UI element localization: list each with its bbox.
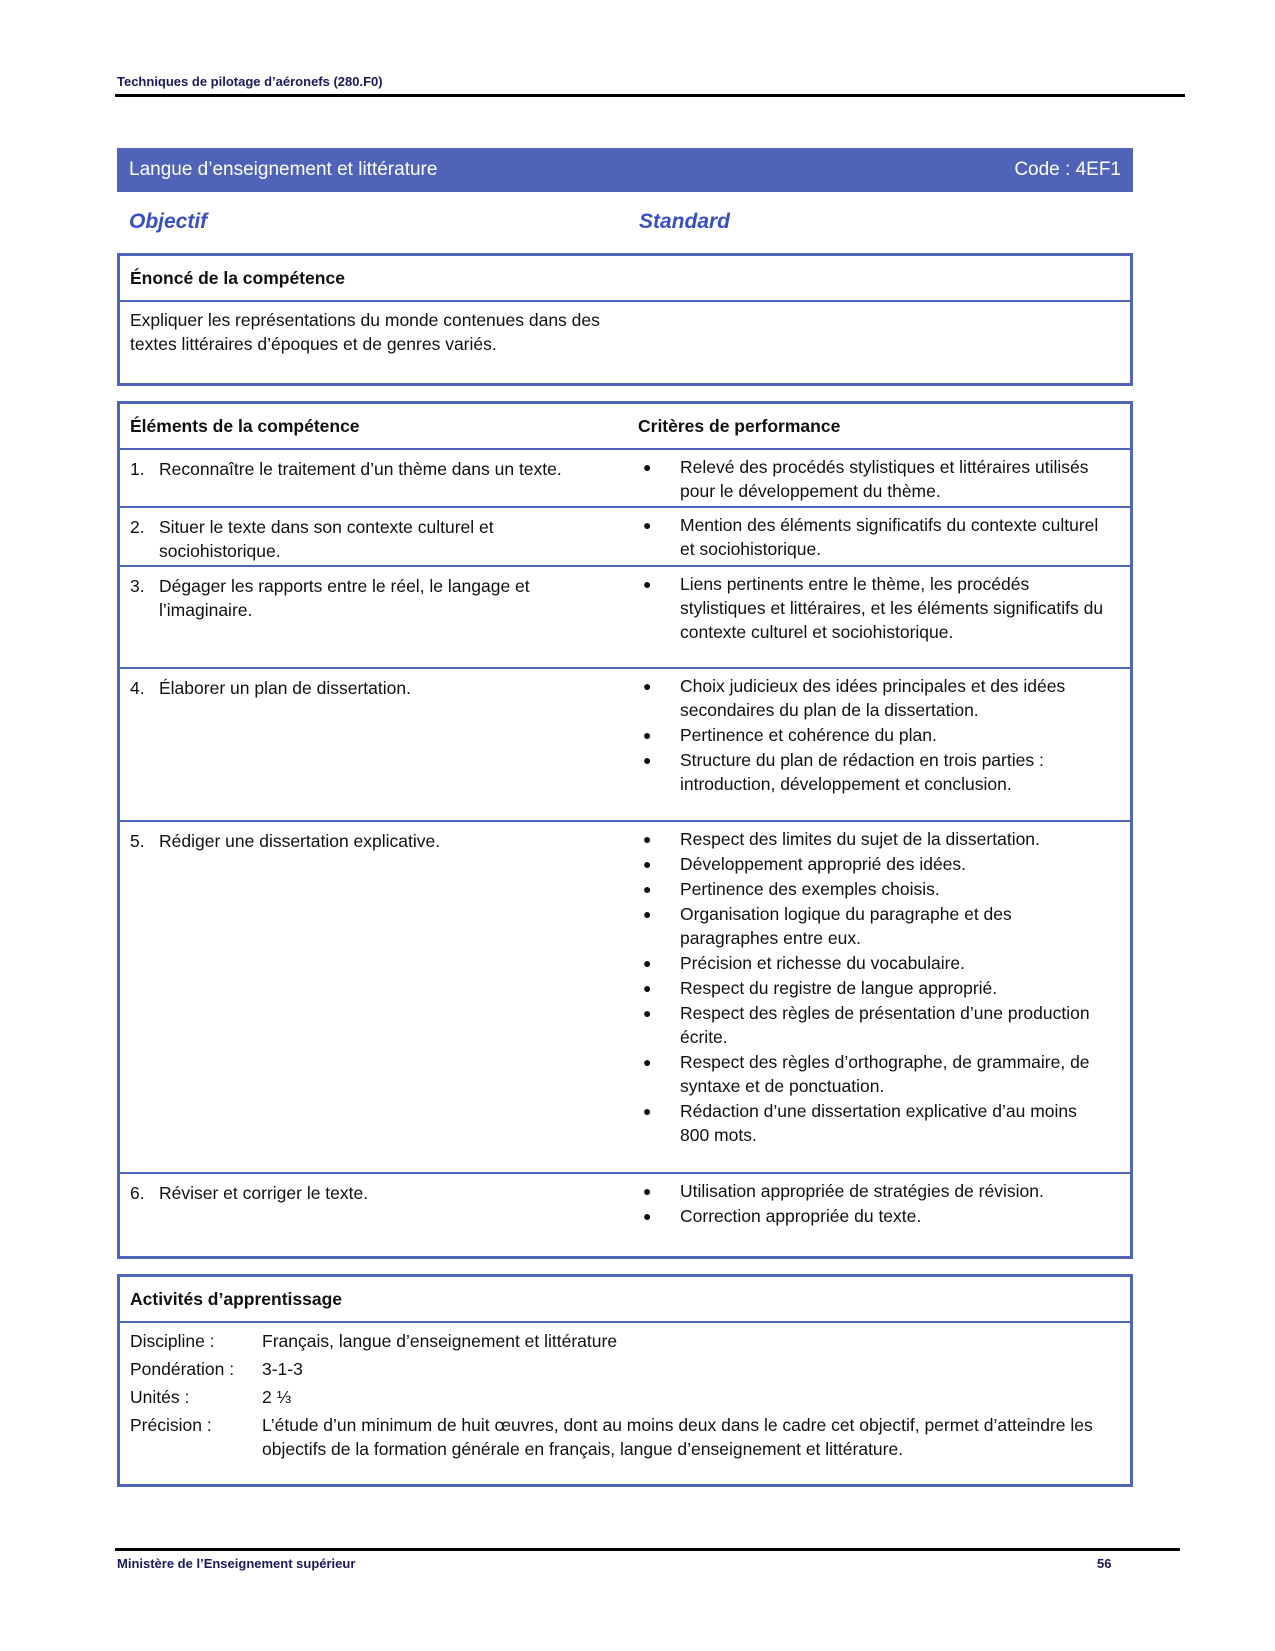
criteres-heading: Critères de performance [638,415,841,436]
elements-header [120,404,1130,450]
criterion-text: Structure du plan de rédaction en trois parties : introduction, développement et conclusion. [680,750,1044,794]
criterion-item [638,1204,1108,1228]
element-label: Rédiger une dissertation explicative. [159,831,441,851]
element-text [130,1181,600,1205]
criterion-text: Rédaction d’une dissertation explicative d’au moins 800 mots. [680,1101,1077,1145]
criterion-text: Pertinence et cohérence du plan. [680,725,937,745]
element-row [120,567,1130,669]
bullet-icon: ● [643,1183,652,1199]
elements-box [117,401,1133,1259]
criterion-item [638,1001,1108,1049]
criterion-text: Organisation logique du paragraphe et des paragraphes entre eux. [680,904,1012,948]
element-label: Dégager les rapports entre le réel, le langage et l’imaginaire. [159,576,530,620]
header-rule [115,94,1185,97]
criteria-list [638,455,1108,504]
element-row [120,669,1130,822]
criterion-item [638,1099,1108,1147]
criteria-list [638,513,1108,562]
element-number: 5. [130,831,145,851]
objectif-heading: Objectif [129,210,208,233]
bullet-icon: ● [643,856,652,872]
element-row [120,822,1130,1174]
criterion-text: Relevé des procédés stylistiques et littéraires utilisés pour le développement du thème. [680,457,1089,501]
bullet-icon: ● [643,576,652,592]
element-text [130,829,600,853]
criterion-text: Respect du registre de langue approprié. [680,978,998,998]
unites-line [130,1385,1120,1409]
criterion-text: Mention des éléments significatifs du contexte culturel et sociohistorique. [680,515,1099,559]
bullet-icon: ● [643,881,652,897]
activites-lines [120,1323,1130,1471]
footer-rule [115,1548,1180,1551]
criterion-text: Respect des limites du sujet de la dissertation. [680,829,1040,849]
criterion-item [638,723,1108,747]
criterion-item [638,902,1108,950]
line-label: Pondération : [130,1359,235,1379]
criterion-text: Respect des règles d’orthographe, de grammaire, de syntaxe et de ponctuation. [680,1052,1090,1096]
line-value: 3-1-3 [262,1359,303,1379]
standard-heading: Standard [639,210,731,233]
criteria-list [638,572,1108,645]
bullet-icon: ● [643,727,652,743]
bullet-icon: ● [643,955,652,971]
criterion-text: Développement approprié des idées. [680,854,967,874]
bullet-icon: ● [643,459,652,475]
criterion-item [638,1050,1108,1098]
bullet-icon: ● [643,1054,652,1070]
page-number: 56 [1097,1556,1112,1571]
criterion-text: Précision et richesse du vocabulaire. [680,953,966,973]
course-title: Langue d’enseignement et littérature [129,159,438,180]
elements-heading: Éléments de la compétence [130,415,360,436]
running-header: Techniques de pilotage d’aéronefs (280.F0) [117,74,383,89]
element-text [130,676,600,700]
criterion-item [638,1179,1108,1203]
footer-ministry: Ministère de l’Enseignement supérieur [117,1556,356,1571]
title-bar [117,148,1133,192]
enonce-box [117,253,1133,386]
bullet-icon: ● [643,1208,652,1224]
element-text [130,574,600,622]
criterion-item [638,877,1108,901]
criterion-item [638,976,1108,1000]
criterion-item [638,951,1108,975]
element-row [120,450,1130,508]
course-code: Code : 4EF1 [1014,159,1121,180]
heading-row [129,210,1129,240]
element-number: 3. [130,576,145,596]
element-row [120,508,1130,567]
criterion-item [638,852,1108,876]
bullet-icon: ● [643,831,652,847]
element-label: Situer le texte dans son contexte culturel et sociohistorique. [159,517,494,561]
line-value: Français, langue d’enseignement et littérature [262,1331,618,1351]
element-number: 1. [130,459,145,479]
enonce-text: Expliquer les représentations du monde contenues dans des textes littéraires d’époques et de genres variés. [130,310,600,354]
criterion-item [638,513,1108,561]
criteria-list [638,827,1108,1148]
element-number: 4. [130,678,145,698]
criteria-list [638,674,1108,797]
bullet-icon: ● [643,678,652,694]
criterion-item [638,827,1108,851]
criterion-text: Liens pertinents entre le thème, les procédés stylistiques et littéraires, et les éléments significatifs du contexte culturel et sociohistorique. [680,574,1104,642]
element-row [120,1174,1130,1258]
criterion-text: Choix judicieux des idées principales et des idées secondaires du plan de la dissertation. [680,676,1066,720]
element-label: Élaborer un plan de dissertation. [159,678,411,698]
line-value: 2 ⅓ [262,1387,292,1407]
element-label: Réviser et corriger le texte. [159,1183,369,1203]
bullet-icon: ● [643,1005,652,1021]
criterion-item [638,674,1108,722]
precision-line [130,1413,1120,1461]
bullet-icon: ● [643,1103,652,1119]
criterion-text: Pertinence des exemples choisis. [680,879,940,899]
line-label: Discipline : [130,1331,215,1351]
line-label: Unités : [130,1387,190,1407]
activites-box [117,1274,1133,1487]
discipline-line [130,1329,1120,1353]
activites-heading: Activités d’apprentissage [120,1277,1130,1323]
bullet-icon: ● [643,752,652,768]
line-label: Précision : [130,1415,212,1435]
element-text [130,515,600,563]
element-text [130,457,600,481]
element-number: 2. [130,517,145,537]
element-label: Reconnaître le traitement d’un thème dans un texte. [159,459,562,479]
bullet-icon: ● [643,980,652,996]
criterion-item [638,572,1108,644]
element-number: 6. [130,1183,145,1203]
bullet-icon: ● [643,906,652,922]
bullet-icon: ● [643,517,652,533]
enonce-heading: Énoncé de la compétence [120,256,1130,302]
criterion-text: Correction appropriée du texte. [680,1206,922,1226]
criterion-text: Respect des règles de présentation d’une production écrite. [680,1003,1090,1047]
ponderation-line [130,1357,1120,1381]
criteria-list [638,1179,1108,1229]
criterion-item [638,748,1108,796]
criterion-text: Utilisation appropriée de stratégies de révision. [680,1181,1044,1201]
line-value: L’étude d’un minimum de huit œuvres, dont au moins deux dans le cadre cet objectif, permet d’atteindre les objectifs de la formation générale en français, langue d’enseignement et littérature. [262,1415,1093,1459]
criterion-item [638,455,1108,503]
